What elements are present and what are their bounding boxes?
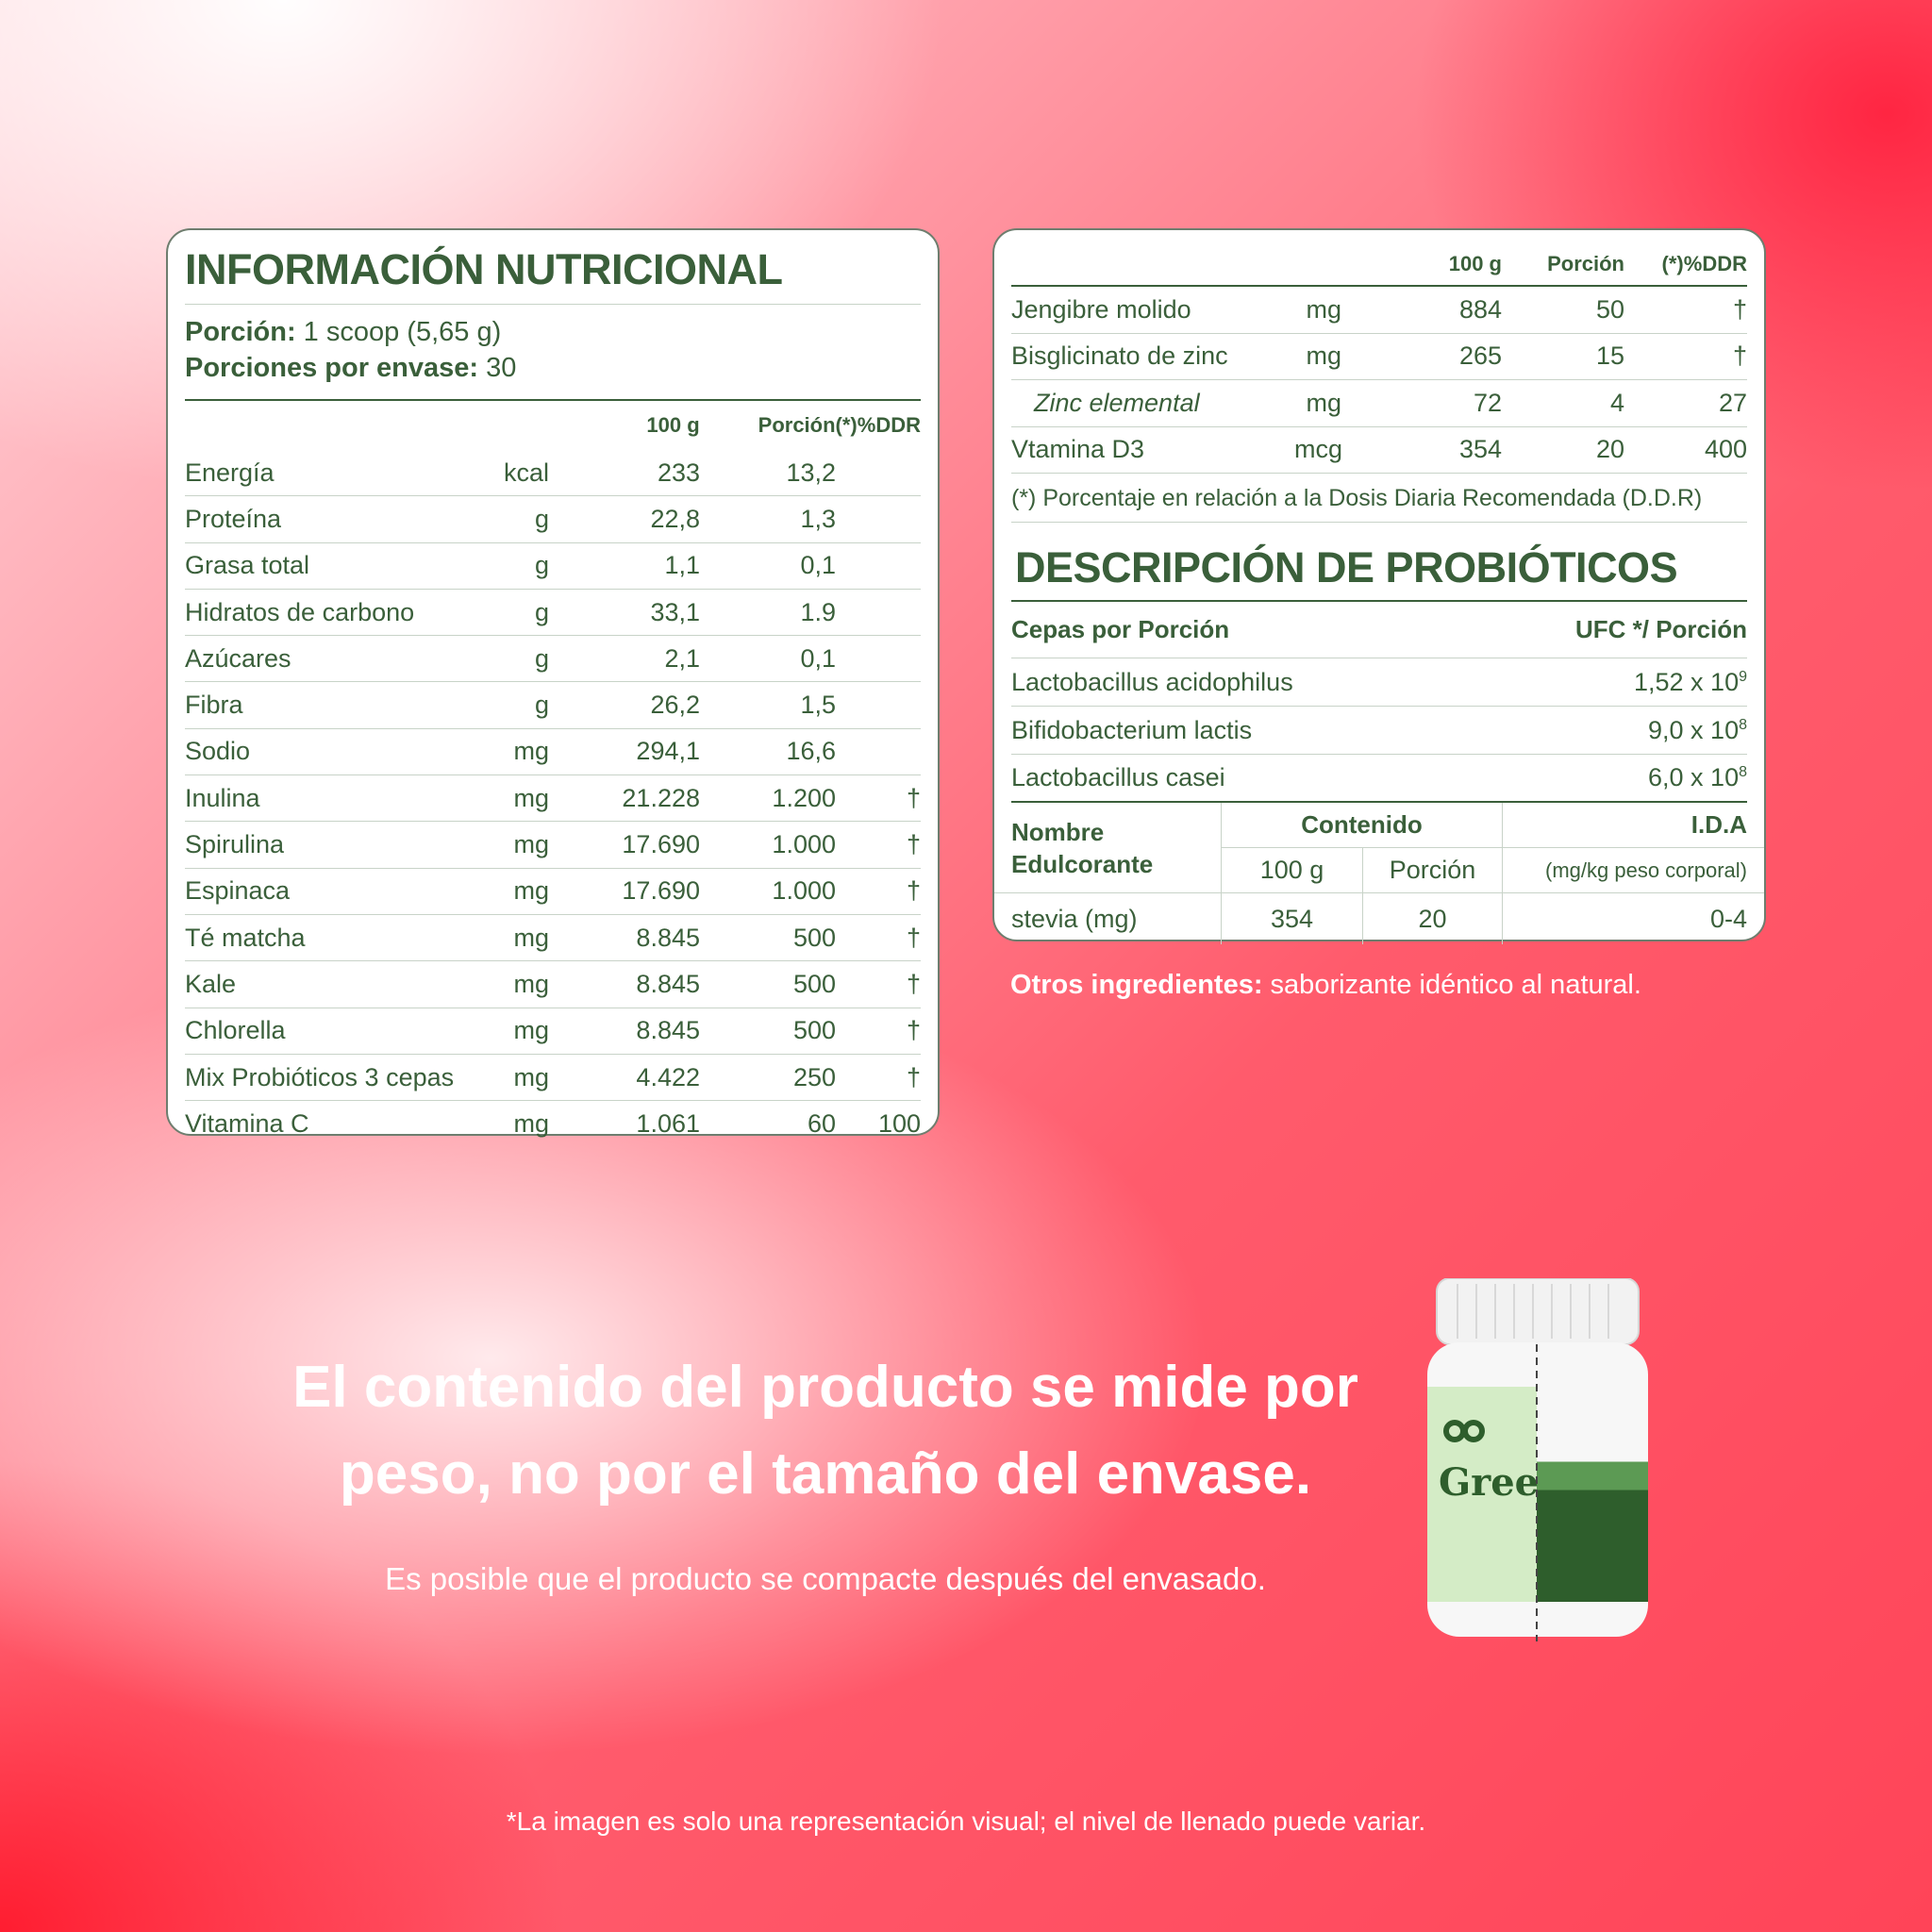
row-100g: 8.845 xyxy=(636,923,700,952)
list-item xyxy=(1011,707,1747,755)
row-ddr: † xyxy=(906,876,921,906)
row-portion: 4 xyxy=(1609,388,1624,417)
row-100g: 4.422 xyxy=(636,1062,700,1091)
row-unit: mg xyxy=(513,830,549,859)
row-portion: 0,1 xyxy=(800,643,836,673)
sweetener-name-header-1: Nombre xyxy=(1011,817,1105,846)
other-ingredients-label: Otros ingredientes: xyxy=(1010,970,1263,1000)
row-portion: 60 xyxy=(807,1109,836,1139)
other-ingredients xyxy=(1010,970,1641,1001)
row-unit: g xyxy=(534,597,549,626)
table-row xyxy=(185,961,921,1008)
sweetener-name-header xyxy=(994,803,1222,893)
row-unit: g xyxy=(534,504,549,533)
row-100g: 17.690 xyxy=(622,876,700,906)
ddr-footnote: (*) Porcentaje en relación a la Dosis Diaria Recomendada (D.D.R) xyxy=(1011,474,1747,523)
table-row xyxy=(185,496,921,542)
servings-label: Porciones por envase: xyxy=(185,353,479,383)
list-item xyxy=(1011,755,1747,803)
subline: Es posible que el producto se compacte después del envasado. xyxy=(385,1561,1266,1596)
row-100g: 8.845 xyxy=(636,1016,700,1045)
row-100g: 233 xyxy=(657,458,700,487)
row-portion: 500 xyxy=(792,1016,836,1045)
row-name: Sodio xyxy=(185,737,251,766)
table-row xyxy=(1011,334,1747,381)
row-portion: 16,6 xyxy=(786,737,836,766)
row-100g: 8.845 xyxy=(636,969,700,998)
row-ddr: † xyxy=(906,923,921,952)
table-row xyxy=(185,636,921,682)
row-unit: mg xyxy=(513,969,549,998)
portion-info xyxy=(185,305,921,401)
strain-name: Lactobacillus casei xyxy=(1011,763,1225,791)
row-portion: 13,2 xyxy=(786,458,836,487)
product-jar-image xyxy=(1420,1278,1656,1641)
row-name: Chlorella xyxy=(185,1016,286,1045)
row-100g: 72 xyxy=(1473,388,1502,417)
row-portion: 0,1 xyxy=(800,551,836,580)
row-100g: 1.061 xyxy=(636,1109,700,1139)
sweetener-sub-100g: 100 g xyxy=(1222,848,1363,893)
header-strain: Cepas por Porción xyxy=(1011,615,1230,643)
table-row xyxy=(185,1101,921,1147)
row-unit: mg xyxy=(513,1016,549,1045)
probiotics-header xyxy=(1011,602,1747,658)
sweetener-row-100g: 354 xyxy=(1222,893,1363,944)
other-ingredients-value: saborizante idéntico al natural. xyxy=(1262,970,1641,1000)
row-unit: mg xyxy=(1306,294,1341,324)
row-name: Vitamina C xyxy=(185,1109,309,1139)
row-name: Espinaca xyxy=(185,876,291,906)
row-100g: 33,1 xyxy=(650,597,700,626)
table-row xyxy=(185,775,921,822)
row-unit: mg xyxy=(513,923,549,952)
sweetener-table xyxy=(994,803,1764,944)
servings-value: 30 xyxy=(478,353,517,383)
table-row xyxy=(1011,427,1747,475)
row-unit: g xyxy=(534,643,549,673)
row-ddr: † xyxy=(906,783,921,812)
header-portion: Porción xyxy=(1547,252,1624,275)
portion-value: 1 scoop (5,65 g) xyxy=(295,317,502,347)
sweetener-name-header-2: Edulcorante xyxy=(1011,849,1154,878)
table-row xyxy=(185,822,921,868)
ufc-mantissa: 1,52 x 10 xyxy=(1634,667,1740,696)
row-ddr: † xyxy=(906,1016,921,1045)
row-100g: 26,2 xyxy=(650,691,700,720)
nutrition-rows xyxy=(185,450,921,1147)
row-100g: 21.228 xyxy=(622,783,700,812)
row-100g: 2,1 xyxy=(664,643,700,673)
row-name: Energía xyxy=(185,458,275,487)
sweetener-row-name: stevia (mg) xyxy=(994,893,1222,944)
table-row xyxy=(185,915,921,961)
row-portion: 1.200 xyxy=(772,783,836,812)
row-name: Zinc elemental xyxy=(1034,388,1200,417)
row-name: Jengibre molido xyxy=(1011,294,1191,324)
row-name: Spirulina xyxy=(185,830,285,859)
row-100g: 22,8 xyxy=(650,504,700,533)
row-100g: 1,1 xyxy=(664,551,700,580)
row-name: Fibra xyxy=(185,691,243,720)
ufc-mantissa: 6,0 x 10 xyxy=(1648,763,1740,791)
sweetener-row-ida: 0-4 xyxy=(1709,904,1747,933)
row-unit: mg xyxy=(1306,388,1341,417)
row-100g: 354 xyxy=(1458,435,1502,464)
row-ddr: † xyxy=(1732,294,1747,324)
jar-fill-surface xyxy=(1537,1462,1648,1491)
row-unit: g xyxy=(534,691,549,720)
sweetener-sub-ida: (mg/kg peso corporal) xyxy=(1503,848,1764,893)
extra-rows xyxy=(1011,287,1747,474)
row-name: Proteína xyxy=(185,504,282,533)
row-name: Inulina xyxy=(185,783,260,812)
row-portion: 20 xyxy=(1595,435,1624,464)
headline-line-1: El contenido del producto se mide por xyxy=(292,1355,1358,1420)
header-ddr: (*)%DDR xyxy=(1661,252,1747,275)
row-portion: 1,3 xyxy=(800,504,836,533)
header-ddr: (*)%DDR xyxy=(835,413,921,437)
row-portion: 50 xyxy=(1595,294,1624,324)
table-row xyxy=(1011,287,1747,334)
disclaimer: *La imagen es solo una representación visual; el nivel de llenado puede variar. xyxy=(506,1807,1426,1836)
row-name: Té matcha xyxy=(185,923,306,952)
header-100g: 100 g xyxy=(1448,252,1502,275)
row-portion: 15 xyxy=(1595,341,1624,371)
ufc-exponent: 9 xyxy=(1739,668,1747,685)
row-name: Bisglicinato de zinc xyxy=(1011,341,1228,371)
sweetener-sub-portion: Porción xyxy=(1363,848,1503,893)
row-unit: mg xyxy=(513,737,549,766)
row-unit: mg xyxy=(513,876,549,906)
portion-label: Porción: xyxy=(185,317,296,347)
strain-name: Bifidobacterium lactis xyxy=(1011,715,1253,744)
row-unit: mcg xyxy=(1294,435,1343,464)
row-name: Mix Probióticos 3 cepas xyxy=(185,1062,455,1091)
table-row xyxy=(185,729,921,775)
portion-line xyxy=(185,314,921,350)
supplement-card xyxy=(992,228,1766,941)
header-portion: Porción xyxy=(758,413,836,437)
row-100g: 294,1 xyxy=(636,737,700,766)
row-name: Kale xyxy=(185,969,237,998)
nutrition-table-header xyxy=(185,401,921,450)
row-100g: 17.690 xyxy=(622,830,700,859)
row-unit: g xyxy=(534,551,549,580)
row-ddr: 400 xyxy=(1704,435,1747,464)
row-name: Hidratos de carbono xyxy=(185,597,415,626)
row-portion: 1.9 xyxy=(800,597,836,626)
table-row xyxy=(185,543,921,590)
headline-line-2: peso, no por el tamaño del envase. xyxy=(339,1441,1312,1507)
headline xyxy=(198,1344,1453,1518)
header-ufc: UFC */ Porción xyxy=(1574,615,1747,643)
row-ddr: † xyxy=(906,830,921,859)
row-portion: 1,5 xyxy=(800,691,836,720)
row-unit: mg xyxy=(513,783,549,812)
row-name: Azúcares xyxy=(185,643,291,673)
row-100g: 884 xyxy=(1458,294,1502,324)
nutrition-table xyxy=(185,401,921,1147)
row-ddr: † xyxy=(906,969,921,998)
row-ddr: 100 xyxy=(877,1109,921,1139)
table-row xyxy=(185,590,921,636)
row-unit: mg xyxy=(513,1062,549,1091)
ufc-exponent: 8 xyxy=(1739,716,1747,733)
nutrition-title: INFORMACIÓN NUTRICIONAL xyxy=(185,245,921,305)
row-portion: 500 xyxy=(792,969,836,998)
row-ddr: † xyxy=(906,1062,921,1091)
table-row xyxy=(185,1055,921,1101)
table-row xyxy=(185,1008,921,1055)
nutrition-card xyxy=(166,228,940,1139)
probiotics-title: DESCRIPCIÓN DE PROBIÓTICOS xyxy=(1011,523,1747,602)
extra-table-header xyxy=(1011,243,1747,287)
row-unit: mg xyxy=(513,1109,549,1139)
strain-ufc xyxy=(1648,763,1747,792)
servings-line xyxy=(185,350,921,386)
row-portion: 1.000 xyxy=(772,876,836,906)
sweetener-ida-header: I.D.A xyxy=(1503,803,1764,848)
sweetener-row-portion: 20 xyxy=(1363,893,1503,944)
row-portion: 250 xyxy=(792,1062,836,1091)
row-100g: 265 xyxy=(1458,341,1502,371)
row-portion: 1.000 xyxy=(772,830,836,859)
ufc-exponent: 8 xyxy=(1739,764,1747,780)
strain-name: Lactobacillus acidophilus xyxy=(1011,667,1293,696)
header-100g: 100 g xyxy=(646,413,700,437)
sweetener-content-header: Contenido xyxy=(1222,803,1503,848)
table-row xyxy=(185,450,921,496)
row-ddr: † xyxy=(1732,341,1747,371)
probiotic-rows xyxy=(1011,658,1747,803)
row-unit: mg xyxy=(1306,341,1341,371)
list-item xyxy=(1011,658,1747,707)
row-ddr: 27 xyxy=(1718,388,1747,417)
row-name: Vtamina D3 xyxy=(1011,435,1145,464)
strain-ufc xyxy=(1648,716,1747,745)
ufc-mantissa: 9,0 x 10 xyxy=(1648,715,1740,744)
strain-ufc xyxy=(1634,668,1747,697)
table-row xyxy=(185,682,921,728)
table-row xyxy=(185,869,921,915)
jar-brand-text: Gree xyxy=(1439,1460,1540,1505)
row-name: Grasa total xyxy=(185,551,310,580)
table-row xyxy=(1011,380,1747,427)
row-portion: 500 xyxy=(792,923,836,952)
row-unit: kcal xyxy=(503,458,549,487)
